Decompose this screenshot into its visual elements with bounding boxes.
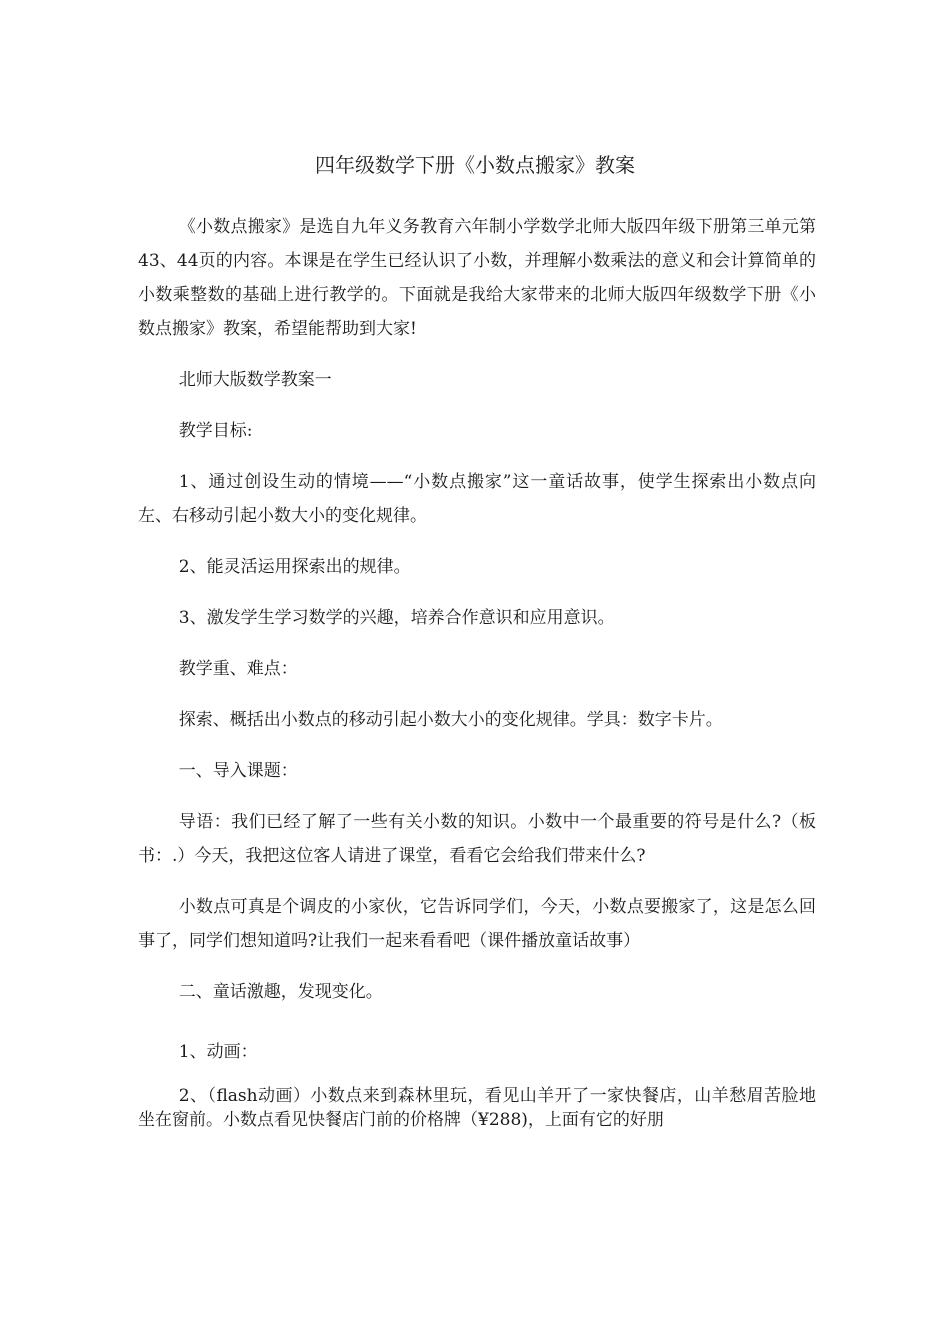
goal-item-1: 1、通过创设生动的情境——“小数点搬家”这一童话故事，使学生探索出小数点向左、右移动引起小数大小的变化规律。 [138,472,816,526]
section-heading-lesson-plan-one: 北师大版数学教案一 [178,370,332,390]
heading-introduction: 一、导入课题： [178,761,298,781]
heading-fairy-tale: 二、童话激趣，发现变化。 [178,982,383,1002]
document-body [138,210,816,1149]
heading-teaching-goals: 教学目标: [178,421,253,441]
intro-paragraph: 《小数点搬家》是选自九年义务教育六年制小学数学北师大版四年级下册第三单元第43、44页的内容。本课是在学生已经认识了小数，并理解小数乘法的意义和会计算简单的小数乘整数的基础上进行教学的。下面就是我给大家带来的北师大版四年级数学下册《小数点搬家》教案，希望能帮助到大家! [138,217,816,339]
heading-key-difficult-points: 教学重、难点： [178,659,298,679]
animation-item-1: 1、动画： [178,1042,258,1062]
document-title: 四年级数学下册《小数点搬家》教案 [315,153,635,177]
goal-item-2: 2、能灵活运用探索出的规律。 [178,557,411,577]
introduction-paragraph: 导语：我们已经了解了一些有关小数的知识。小数中一个最重要的符号是什么?（板书：.）今天，我把这位客人请进了课堂，看看它会给我们带来什么? [138,812,816,866]
story-paragraph: 小数点可真是个调皮的小家伙，它告诉同学们，今天，小数点要搬家了，这是怎么回事了，同学们想知道吗?让我们一起来看看吧（课件播放童话故事） [138,897,816,951]
goal-item-3: 3、激发学生学习数学的兴趣，培养合作意识和应用意识。 [178,608,615,628]
animation-item-2: 2、（flash动画）小数点来到森林里玩，看见山羊开了一家快餐店，山羊愁眉苦脸地坐在窗前。小数点看见快餐店门前的价格牌（¥288)，上面有它的好朋 [138,1086,816,1130]
key-points-paragraph: 探索、概括出小数点的移动引起小数大小的变化规律。学具：数字卡片。 [178,710,723,730]
